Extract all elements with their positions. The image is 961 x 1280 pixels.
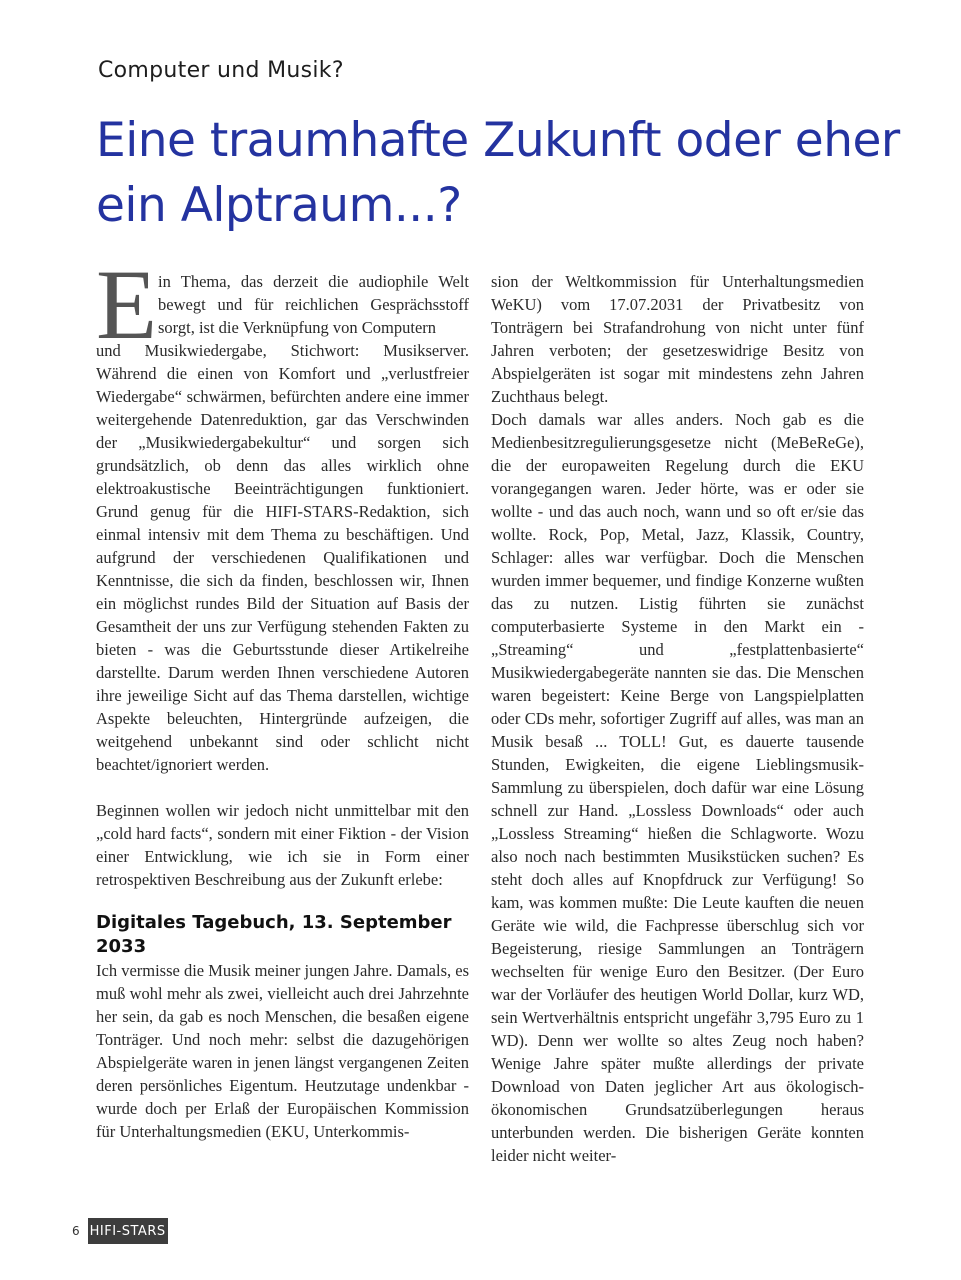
left-column <box>96 249 469 1143</box>
intro-paragraph: und Musikwiedergabe, Stichwort: Musikserver. Während die einen von Komfort und „verlustfreier Wiedergabe“ schwärmen, befürchten andere eine immer weitergehende Datenreduktion, gar das Verschwinden der „Musikwiedergabekultur“ und sorgen sich grundsätzlich, ob denn das alles wirklich ohne elektroakustische Beeinträchtigungen funktioniert. Grund genug für die HIFI-STARS-Redaktion, sich einmal intensiv mit dem Thema zu beschäftigen. Und aufgrund der verschiedenen Qualifikationen und Kenntnisse, die sich da finden, beschlossen wir, Ihnen ein möglichst rundes Bild der Situation auf Basis der Gesamtheit der uns zur Verfügung stehenden Fakten zu bieten - was die Geburtsstunde dieser Artikelreihe darstellte. Darum werden Ihnen verschiedene Autoren ihre jeweilige Sicht auf das Thema darstellen, wichtige Aspekte beleuchten, Hintergründe aufzeigen, die weitgehend unbekannt sind oder schlicht nicht beachtet/ignoriert werden. <box>96 341 469 774</box>
page-footer <box>72 1218 168 1244</box>
diary-subheading: Digitales Tagebuch, 13. September 2033 <box>96 912 452 957</box>
right-column <box>491 270 864 1167</box>
magazine-logo: HIFI-STARS <box>88 1218 168 1244</box>
intro-lead <box>96 249 469 360</box>
article-title: Eine traumhafte Zukunft oder eher ein Alptraum...? <box>96 113 900 233</box>
page-number: 6 <box>72 1224 80 1238</box>
drop-cap: E <box>96 249 158 360</box>
diary-paragraph: Ich vermisse die Musik meiner jungen Jahre. Damals, es muß wohl mehr als zwei, vielleicht auch drei Jahrzehnte her sein, da gab es noch Menschen, die besaßen eigene Tonträger. Und noch mehr: selbst die dazugehörigen Abspielgeräte waren in jenen längst vergangenen Zeiten deren persönliches Eigentum. Heutzutage undenkbar - wurde doch per Erlaß der Europäischen Kommission für Unterhaltungsmedien (EKU, Unterkommis- <box>96 961 469 1141</box>
article-kicker: Computer und Musik? <box>98 58 344 83</box>
paragraph-fiction: Beginnen wollen wir jedoch nicht unmittelbar mit den „cold hard facts“, sondern mit einer Fiktion - der Vision einer Entwicklung, wie ich sie in Form einer retrospektiven Beschreibung aus der Zukunft erlebe: <box>96 801 469 889</box>
intro-lead-text: in Thema, das derzeit die audiophile Welt bewegt und für reichlichen Gesprächsstoff sorgt, ist die Verknüpfung von Computern <box>158 272 469 337</box>
paragraph-history: Doch damals war alles anders. Noch gab es die Medienbesitzregulierungsgesetze nicht (MeBeReGe), die der europaweiten Regelung durch die EKU vorangegangen waren. Jeder hörte, was er oder sie wollte - und das auch noch, wann und so oft er/sie das wollte. Rock, Pop, Metal, Jazz, Klassik, Country, Schlager: alles war verfügbar. Doch die Menschen wurden immer bequemer, und findige Konzerne wußten das zu nutzen. Listig führten sie zunächst computerbasierte Systeme in den Markt ein - „Streaming“ und „festplattenbasierte“ Musikwiedergabegeräte nannten sie das. Die Menschen waren begeistert: Keine Berge von Langspielplatten oder CDs mehr, sofortiger Zugriff auf alles, was man an Musik besaß ... TOLL! Gut, es dauerte tausende Stunden, Ewigkeiten, die eigene Lieblingsmusik-Sammlung zu überspielen, doch dafür war eine Lösung schnell zur Hand. „Lossless Downloads“ oder auch „Lossless Streaming“ hießen die Schlagworte. Wozu also noch nach bestimmten Musikstücken suchen? Es steht doch alles auf Knopfdruck zur Verfügung! So kam, was kommen mußte: Die Leute kauften die neuen Geräte wie wild, die Fachpresse überschlug sich vor Begeisterung, riesige Sammlungen an Tonträgern wechselten für wenige Euro den Besitzer. (Der Euro war der Vorläufer des heutigen World Dollar, kurz WD, sein Wertverhältnis entspricht ungefähr 3,795 Euro zu 1 WD). Denn wer wollte so altes Zeug noch haben? Wenige Jahre später mußte allerdings der private Download von Daten jeglicher Art aus ökologisch-ökonomischen Grundsatzüberlegungen heraus unterbunden werden. Die bisherigen Geräte konnten leider nicht weiter- <box>491 410 864 1165</box>
diary-paragraph-continued: sion der Weltkommission für Unterhaltungsmedien WeKU) vom 17.07.2031 der Privatbesitz von Tonträgern bei Strafandrohung von nicht unter fünf Jahren verboten; der gesetzeswidrige Besitz von Abspielgeräten ist sogar mit mindestens zehn Jahren Zuchthaus belegt. <box>491 272 864 406</box>
